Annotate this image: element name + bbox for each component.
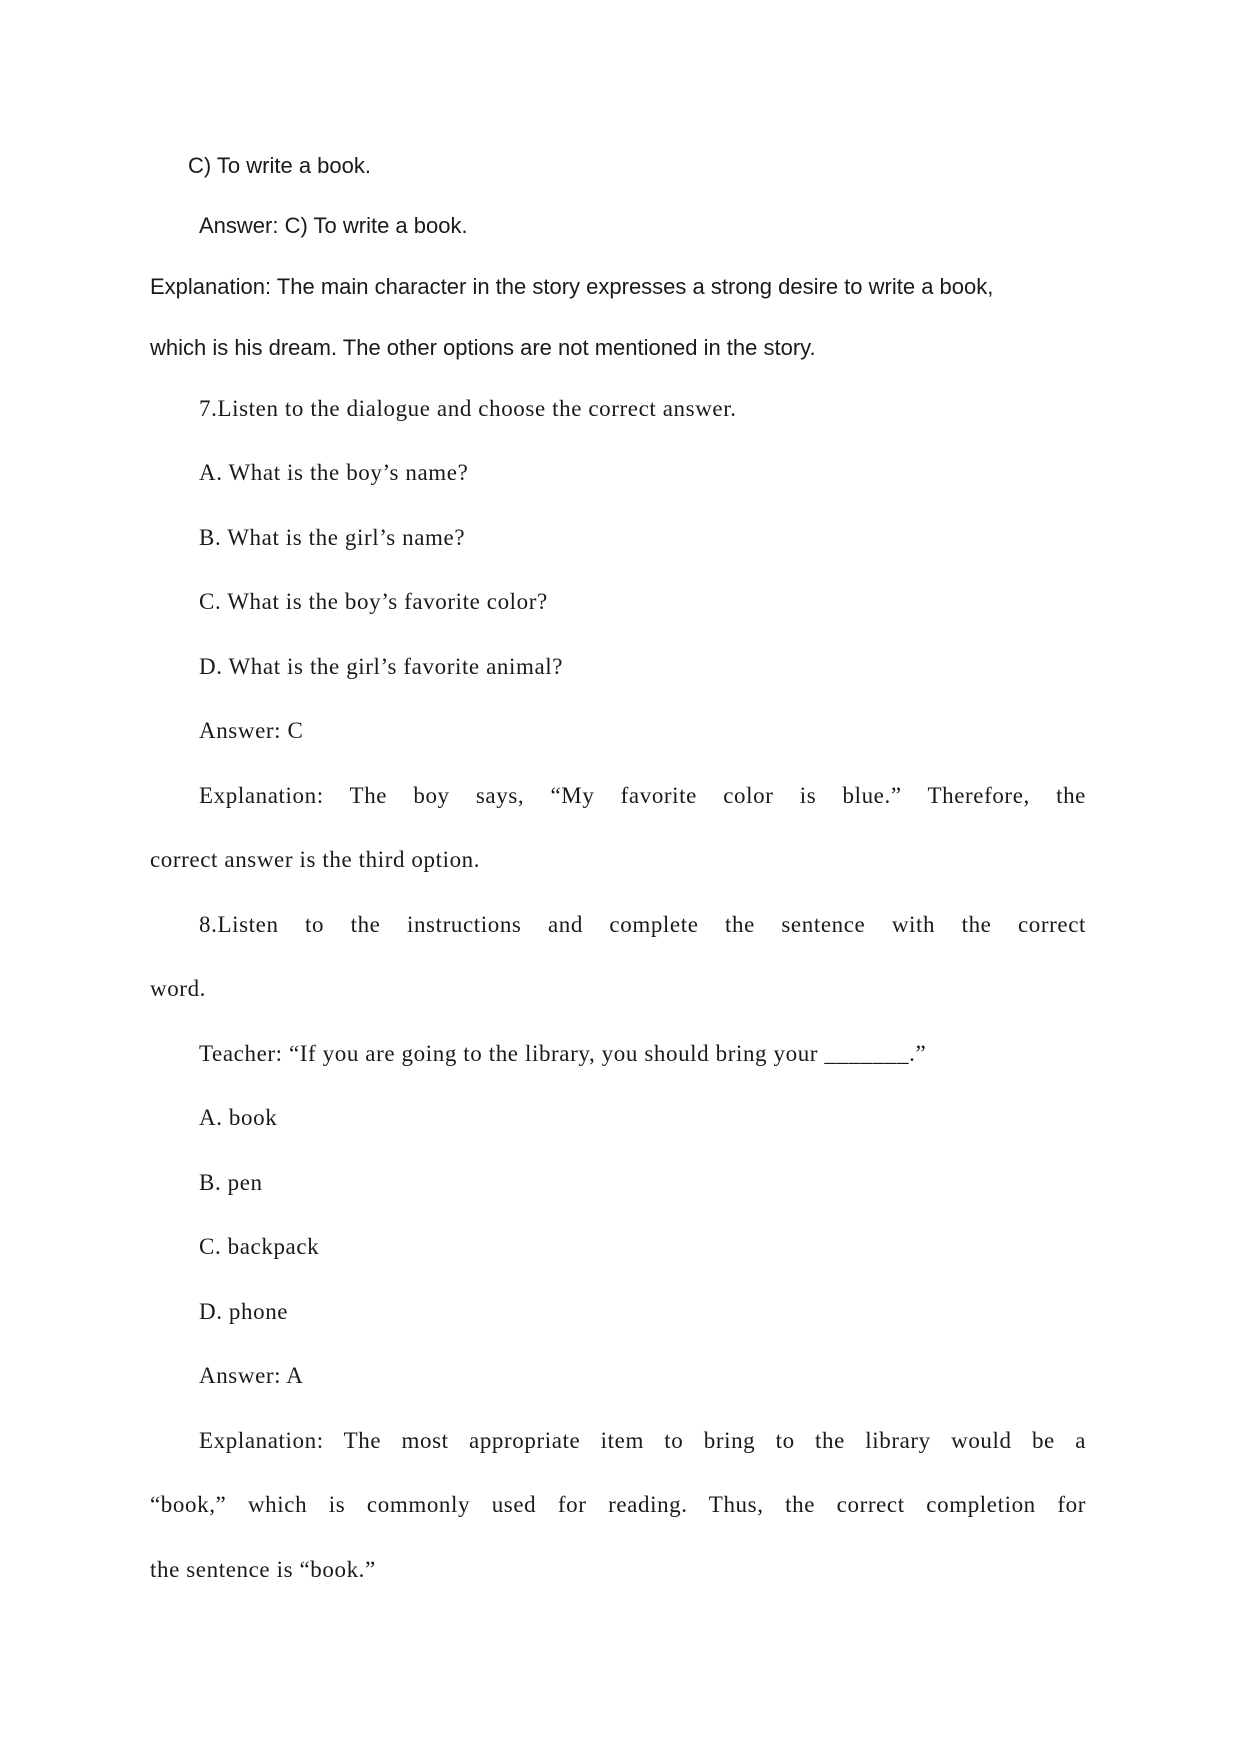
q7-explanation-line2: correct answer is the third option.	[150, 847, 481, 872]
q8-option-b: B. pen	[199, 1170, 263, 1195]
q6-explanation-line2: which is his dream. The other options are not mentioned in the story.	[150, 335, 816, 360]
q7-answer: Answer: C	[199, 718, 304, 743]
q8-explanation-line1: Explanation: The most appropriate item to bring to the library would be a	[199, 1428, 1086, 1453]
q8-prompt-line1: 8.Listen to the instructions and complete the sentence with the correct	[199, 912, 1086, 937]
q8-explanation-line2: “book,” which is commonly used for reading. Thus, the correct completion for	[150, 1492, 1086, 1517]
q8-option-d: D. phone	[199, 1299, 289, 1324]
q8-option-a: A. book	[199, 1105, 278, 1130]
q7-option-c: C. What is the boy’s favorite color?	[199, 589, 548, 614]
q7-option-b: B. What is the girl’s name?	[199, 525, 466, 550]
q8-explanation-line3: the sentence is “book.”	[150, 1557, 376, 1582]
q7-explanation-line1: Explanation: The boy says, “My favorite color is blue.” Therefore, the	[199, 783, 1086, 808]
q8-teacher-line: Teacher: “If you are going to the library, you should bring your _______.”	[199, 1041, 927, 1066]
q8-answer: Answer: A	[199, 1363, 304, 1388]
q8-option-c: C. backpack	[199, 1234, 320, 1259]
q7-option-d: D. What is the girl’s favorite animal?	[199, 654, 564, 679]
q6-option-c: C) To write a book.	[188, 153, 372, 178]
q6-explanation-line1: Explanation: The main character in the story expresses a strong desire to write a book,	[150, 274, 994, 299]
q7-option-a: A. What is the boy’s name?	[199, 460, 469, 485]
q7-prompt: 7.Listen to the dialogue and choose the correct answer.	[199, 396, 737, 421]
q8-prompt-line2: word.	[150, 976, 207, 1001]
q6-answer: Answer: C) To write a book.	[199, 213, 468, 238]
